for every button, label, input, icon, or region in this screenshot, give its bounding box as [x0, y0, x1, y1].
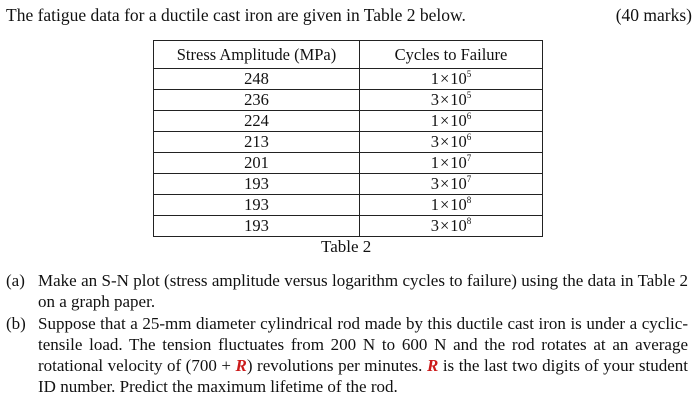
cycles-exponent: 7: [466, 174, 472, 184]
table-row: [154, 69, 543, 90]
stress-amplitude-cell: 248: [154, 69, 360, 90]
cycles-mantissa: 3: [430, 216, 439, 235]
table-row: [154, 195, 543, 216]
question-b-text-part3: is the last two digits of your student ID number. Predict the maximum lifetime of the rod.: [38, 356, 688, 396]
question-b-text-part2: ) revolutions per minutes.: [246, 356, 427, 375]
cycles-base: 10: [450, 111, 467, 130]
question-b-label: (b): [6, 314, 26, 333]
cycles-base: 10: [450, 132, 467, 151]
stress-amplitude-cell: 201: [154, 153, 360, 174]
column-header-stress: Stress Amplitude (MPa): [154, 41, 360, 69]
cycles-exponent: 7: [466, 153, 472, 163]
cycles-base: 10: [450, 174, 467, 193]
cycles-mantissa: 3: [430, 132, 439, 151]
question-a: [6, 270, 688, 312]
cycles-base: 10: [450, 153, 467, 172]
cycles-base: 10: [450, 216, 467, 235]
times-symbol: ×: [439, 90, 450, 109]
cycles-exponent: 5: [466, 69, 472, 79]
cycles-mantissa: 1: [430, 153, 439, 172]
cycles-mantissa: 3: [430, 174, 439, 193]
times-symbol: ×: [439, 195, 450, 214]
times-symbol: ×: [439, 153, 450, 172]
table-caption: Table 2: [321, 237, 372, 256]
marks-label: (40 marks): [615, 5, 692, 25]
cycles-base: 10: [450, 69, 467, 88]
cycles-mantissa: 1: [430, 111, 439, 130]
times-symbol: ×: [439, 111, 450, 130]
stress-amplitude-cell: 193: [154, 195, 360, 216]
question-b: [6, 313, 688, 397]
column-header-cycles: Cycles to Failure: [360, 41, 543, 69]
stress-amplitude-cell: 213: [154, 132, 360, 153]
cycles-mantissa: 3: [430, 90, 439, 109]
table-body: [154, 69, 543, 237]
cycles-base: 10: [450, 195, 467, 214]
stress-amplitude-cell: 193: [154, 216, 360, 237]
cycles-exponent: 8: [466, 195, 472, 205]
fatigue-data-table: [153, 40, 543, 237]
table-row: [154, 174, 543, 195]
question-a-text: Make an S-N plot (stress amplitude versus logarithm cycles to failure) using the data in Table 2 on a graph paper.: [38, 271, 688, 311]
cycles-to-failure-cell: [360, 69, 543, 90]
cycles-exponent: 6: [466, 132, 472, 142]
r-variable: R: [235, 356, 247, 375]
stress-amplitude-cell: 224: [154, 111, 360, 132]
question-a-label: (a): [6, 271, 25, 290]
problem-intro: The fatigue data for a ductile cast iron are given in Table 2 below.: [6, 5, 466, 25]
stress-amplitude-cell: 236: [154, 90, 360, 111]
cycles-to-failure-cell: [360, 174, 543, 195]
cycles-exponent: 8: [466, 216, 472, 226]
cycles-to-failure-cell: [360, 153, 543, 174]
question-b-text-part1: Suppose that a 25-mm diameter cylindrical rod made by this ductile cast iron is under a cyclic-tensile load. The tension fluctuates from 200 N to 600 N and the rod rotates at an average rotational velocity of (700 +: [38, 314, 688, 375]
table-row: [154, 216, 543, 237]
question-b-text: [38, 313, 688, 397]
cycles-exponent: 5: [466, 90, 472, 100]
table-row: [154, 153, 543, 174]
cycles-exponent: 6: [466, 111, 472, 121]
cycles-to-failure-cell: [360, 90, 543, 111]
stress-amplitude-cell: 193: [154, 174, 360, 195]
cycles-base: 10: [450, 90, 467, 109]
r-variable: R: [426, 356, 439, 375]
cycles-mantissa: 1: [430, 195, 439, 214]
cycles-to-failure-cell: [360, 111, 543, 132]
cycles-mantissa: 1: [430, 69, 439, 88]
times-symbol: ×: [439, 174, 450, 193]
cycles-to-failure-cell: [360, 216, 543, 237]
times-symbol: ×: [439, 132, 450, 151]
cycles-to-failure-cell: [360, 132, 543, 153]
table-row: [154, 90, 543, 111]
times-symbol: ×: [439, 69, 450, 88]
table-header-row: [154, 41, 543, 69]
times-symbol: ×: [439, 216, 450, 235]
cycles-to-failure-cell: [360, 195, 543, 216]
table-row: [154, 111, 543, 132]
table-row: [154, 132, 543, 153]
